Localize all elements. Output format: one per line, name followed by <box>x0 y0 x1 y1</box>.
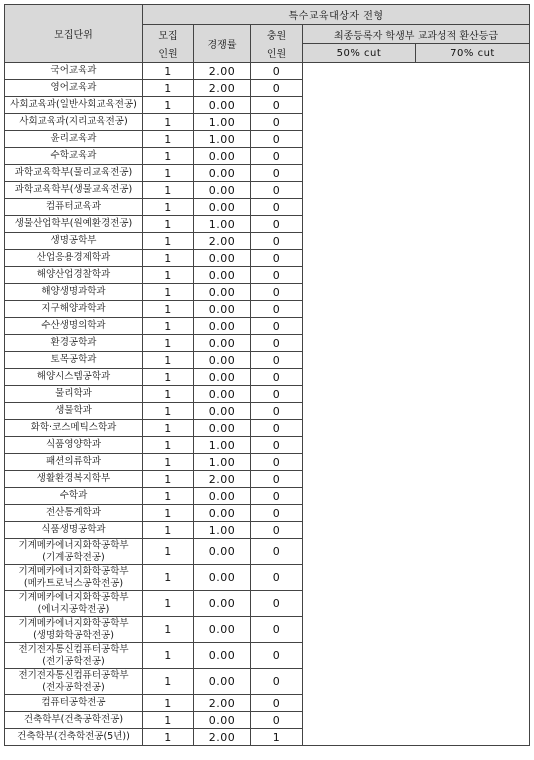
extra-header <box>251 25 303 63</box>
unit-name: 기계메카에너지화학공학부 <box>18 539 129 551</box>
quota-cell: 1 <box>143 233 194 250</box>
competition-cell: 0.00 <box>194 318 251 335</box>
competition-cell: 0.00 <box>194 505 251 522</box>
competition-cell: 0.00 <box>194 335 251 352</box>
group-header: 특수교육대상자 전형 <box>143 5 530 25</box>
quota-cell: 1 <box>143 539 194 565</box>
unit-name-sub: (메카트로닉스공학전공) <box>23 577 124 589</box>
competition-cell: 2.00 <box>194 471 251 488</box>
unit-name: 식품영양학과 <box>45 439 102 450</box>
competition-cell: 0.00 <box>194 284 251 301</box>
unit-name-cell <box>5 565 143 591</box>
quota-cell: 1 <box>143 643 194 669</box>
unit-header: 모집단위 <box>5 5 143 63</box>
extra-cell: 0 <box>251 233 303 250</box>
unit-name-cell <box>5 318 143 335</box>
unit-name-cell <box>5 182 143 199</box>
unit-name: 해양생명과학과 <box>41 286 106 297</box>
unit-name-cell <box>5 420 143 437</box>
quota-cell: 1 <box>143 63 194 80</box>
unit-name: 국어교육과 <box>50 65 97 76</box>
unit-name: 해양산업경찰학과 <box>36 269 111 280</box>
unit-name-cell <box>5 729 143 746</box>
extra-cell: 0 <box>251 488 303 505</box>
extra-header-line1: 충원 <box>266 31 287 42</box>
quota-cell: 1 <box>143 267 194 284</box>
competition-cell: 2.00 <box>194 695 251 712</box>
unit-name-cell <box>5 669 143 695</box>
quota-cell: 1 <box>143 403 194 420</box>
unit-name-cell <box>5 97 143 114</box>
unit-name: 윤리교육과 <box>50 133 97 144</box>
competition-cell: 0.00 <box>194 165 251 182</box>
unit-name: 물리학과 <box>55 388 92 399</box>
extra-cell: 0 <box>251 216 303 233</box>
quota-cell: 1 <box>143 522 194 539</box>
extra-cell: 0 <box>251 267 303 284</box>
unit-name: 기계메카에너지화학공학부 <box>18 565 129 577</box>
competition-cell: 2.00 <box>194 729 251 746</box>
extra-cell: 0 <box>251 199 303 216</box>
unit-name: 컴퓨터교육과 <box>45 201 102 212</box>
unit-name: 토목공학과 <box>50 354 97 365</box>
quota-cell: 1 <box>143 216 194 233</box>
competition-cell: 0.00 <box>194 301 251 318</box>
competition-cell: 0.00 <box>194 539 251 565</box>
extra-cell: 0 <box>251 420 303 437</box>
extra-cell: 0 <box>251 403 303 420</box>
extra-cell: 0 <box>251 386 303 403</box>
unit-name-sub: (전기공학전공) <box>42 655 105 667</box>
extra-cell: 0 <box>251 617 303 643</box>
extra-cell: 0 <box>251 97 303 114</box>
competition-cell: 0.00 <box>194 488 251 505</box>
extra-cell: 0 <box>251 148 303 165</box>
unit-name: 식품생명공학과 <box>41 524 106 535</box>
unit-name-cell <box>5 591 143 617</box>
quota-cell: 1 <box>143 471 194 488</box>
competition-cell: 0.00 <box>194 403 251 420</box>
unit-name: 기계메카에너지화학공학부 <box>18 617 129 629</box>
quota-cell: 1 <box>143 369 194 386</box>
unit-name: 건축학부(건축학전공(5년)) <box>17 731 130 742</box>
unit-name-cell <box>5 199 143 216</box>
unit-name: 생활환경복지학부 <box>36 473 111 484</box>
extra-cell: 0 <box>251 669 303 695</box>
extra-cell: 0 <box>251 505 303 522</box>
quota-header-line2: 인원 <box>158 49 178 60</box>
table-row <box>5 63 530 80</box>
quota-cell: 1 <box>143 352 194 369</box>
competition-cell: 1.00 <box>194 454 251 471</box>
quota-cell: 1 <box>143 729 194 746</box>
extra-cell: 0 <box>251 250 303 267</box>
extra-cell: 0 <box>251 114 303 131</box>
competition-cell: 0.00 <box>194 199 251 216</box>
unit-name-cell <box>5 131 143 148</box>
competition-cell: 0.00 <box>194 420 251 437</box>
unit-name-cell <box>5 695 143 712</box>
unit-name: 건축학부(건축공학전공) <box>23 714 124 725</box>
unit-name-cell <box>5 403 143 420</box>
competition-cell: 0.00 <box>194 565 251 591</box>
quota-cell: 1 <box>143 669 194 695</box>
unit-name: 기계메카에너지화학공학부 <box>18 591 129 603</box>
quota-cell: 1 <box>143 454 194 471</box>
unit-name-cell <box>5 63 143 80</box>
unit-name: 영어교육과 <box>50 82 97 93</box>
competition-cell: 1.00 <box>194 522 251 539</box>
unit-name: 전산통계학과 <box>45 507 102 518</box>
unit-name-cell <box>5 437 143 454</box>
unit-name-cell <box>5 284 143 301</box>
unit-name-cell <box>5 539 143 565</box>
competition-cell: 1.00 <box>194 437 251 454</box>
unit-name-cell <box>5 216 143 233</box>
unit-name: 컴퓨터공학전공 <box>41 697 106 708</box>
quota-cell: 1 <box>143 284 194 301</box>
quota-cell: 1 <box>143 617 194 643</box>
quota-cell: 1 <box>143 420 194 437</box>
quota-cell: 1 <box>143 695 194 712</box>
empty-grade-area <box>303 63 530 746</box>
extra-cell: 0 <box>251 471 303 488</box>
extra-cell: 0 <box>251 301 303 318</box>
unit-name-cell <box>5 301 143 318</box>
competition-cell: 0.00 <box>194 250 251 267</box>
unit-name-cell <box>5 505 143 522</box>
quota-cell: 1 <box>143 318 194 335</box>
quota-cell: 1 <box>143 97 194 114</box>
unit-name-sub: (에너지공학전공) <box>37 603 110 615</box>
unit-name: 화학·코스메틱스학과 <box>30 422 117 433</box>
unit-name: 지구해양과학과 <box>41 303 106 314</box>
unit-name-cell <box>5 471 143 488</box>
unit-name: 환경공학과 <box>50 337 97 348</box>
competition-cell: 2.00 <box>194 80 251 97</box>
unit-name-cell <box>5 148 143 165</box>
quota-header <box>143 25 194 63</box>
extra-cell: 0 <box>251 284 303 301</box>
extra-cell: 0 <box>251 131 303 148</box>
unit-name: 산업응용경제학과 <box>36 252 111 263</box>
competition-cell: 0.00 <box>194 643 251 669</box>
quota-header-line1: 모집 <box>158 31 178 42</box>
extra-cell: 0 <box>251 80 303 97</box>
competition-cell: 0.00 <box>194 591 251 617</box>
unit-name-cell <box>5 386 143 403</box>
table-body <box>5 63 530 746</box>
unit-name: 전기전자통신컴퓨터공학부 <box>18 669 129 681</box>
competition-cell: 2.00 <box>194 233 251 250</box>
quota-cell: 1 <box>143 505 194 522</box>
unit-name: 사회교육과(지리교육전공) <box>19 116 128 127</box>
competition-cell: 0.00 <box>194 352 251 369</box>
unit-name-cell <box>5 267 143 284</box>
unit-name: 과학교육학부(생물교육전공) <box>14 184 133 195</box>
unit-name: 사회교육과(일반사회교육전공) <box>10 99 137 110</box>
extra-header-line2: 인원 <box>266 49 287 60</box>
extra-cell: 0 <box>251 591 303 617</box>
extra-cell: 0 <box>251 454 303 471</box>
competition-cell: 1.00 <box>194 131 251 148</box>
cut50-header: 50% cut <box>303 44 416 63</box>
unit-name: 수학교육과 <box>50 150 97 161</box>
quota-cell: 1 <box>143 591 194 617</box>
extra-cell: 0 <box>251 318 303 335</box>
unit-name-cell <box>5 454 143 471</box>
unit-name-cell <box>5 369 143 386</box>
quota-cell: 1 <box>143 148 194 165</box>
unit-name: 수학과 <box>59 490 88 501</box>
quota-cell: 1 <box>143 301 194 318</box>
unit-name: 해양시스템공학과 <box>36 371 111 382</box>
quota-cell: 1 <box>143 165 194 182</box>
unit-name-cell <box>5 643 143 669</box>
competition-cell: 0.00 <box>194 369 251 386</box>
extra-cell: 1 <box>251 729 303 746</box>
unit-name: 생물학과 <box>55 405 92 416</box>
extra-cell: 0 <box>251 335 303 352</box>
extra-cell: 0 <box>251 522 303 539</box>
unit-name: 과학교육학부(물리교육전공) <box>14 167 133 178</box>
quota-cell: 1 <box>143 199 194 216</box>
competition-cell: 0.00 <box>194 617 251 643</box>
quota-cell: 1 <box>143 335 194 352</box>
unit-name-cell <box>5 165 143 182</box>
unit-name-cell <box>5 488 143 505</box>
cut70-header: 70% cut <box>416 44 530 63</box>
unit-name-sub: (기계공학전공) <box>42 551 105 563</box>
quota-cell: 1 <box>143 386 194 403</box>
unit-name: 패션의류학과 <box>45 456 102 467</box>
competition-header: 경쟁률 <box>194 25 251 63</box>
extra-cell: 0 <box>251 63 303 80</box>
quota-cell: 1 <box>143 182 194 199</box>
unit-name-sub: (전자공학전공) <box>42 681 105 693</box>
quota-cell: 1 <box>143 437 194 454</box>
extra-cell: 0 <box>251 712 303 729</box>
quota-cell: 1 <box>143 565 194 591</box>
quota-cell: 1 <box>143 250 194 267</box>
unit-name-cell <box>5 712 143 729</box>
unit-name-cell <box>5 522 143 539</box>
extra-cell: 0 <box>251 182 303 199</box>
extra-cell: 0 <box>251 352 303 369</box>
extra-cell: 0 <box>251 565 303 591</box>
unit-name: 생명공학부 <box>50 235 97 246</box>
competition-cell: 2.00 <box>194 63 251 80</box>
extra-cell: 0 <box>251 165 303 182</box>
quota-cell: 1 <box>143 712 194 729</box>
quota-cell: 1 <box>143 80 194 97</box>
competition-cell: 0.00 <box>194 97 251 114</box>
extra-cell: 0 <box>251 643 303 669</box>
quota-cell: 1 <box>143 114 194 131</box>
competition-cell: 0.00 <box>194 669 251 695</box>
competition-cell: 0.00 <box>194 712 251 729</box>
unit-name-cell <box>5 352 143 369</box>
grade-header: 최종등록자 학생부 교과성적 환산등급 <box>303 25 530 44</box>
extra-cell: 0 <box>251 539 303 565</box>
unit-name-cell <box>5 233 143 250</box>
competition-cell: 0.00 <box>194 386 251 403</box>
unit-name-cell <box>5 114 143 131</box>
competition-cell: 0.00 <box>194 182 251 199</box>
unit-name-cell <box>5 335 143 352</box>
competition-cell: 0.00 <box>194 148 251 165</box>
competition-cell: 1.00 <box>194 114 251 131</box>
quota-cell: 1 <box>143 488 194 505</box>
unit-name: 전기전자통신컴퓨터공학부 <box>18 643 129 655</box>
unit-name-sub: (생명화학공학전공) <box>33 629 114 641</box>
unit-name: 수산생명의학과 <box>41 320 106 331</box>
unit-name-cell <box>5 250 143 267</box>
quota-cell: 1 <box>143 131 194 148</box>
admission-results-table <box>4 4 530 746</box>
unit-name-cell <box>5 617 143 643</box>
extra-cell: 0 <box>251 695 303 712</box>
extra-cell: 0 <box>251 369 303 386</box>
competition-cell: 1.00 <box>194 216 251 233</box>
unit-name-cell <box>5 80 143 97</box>
extra-cell: 0 <box>251 437 303 454</box>
unit-name: 생물산업학부(원예환경전공) <box>14 218 133 229</box>
competition-cell: 0.00 <box>194 267 251 284</box>
